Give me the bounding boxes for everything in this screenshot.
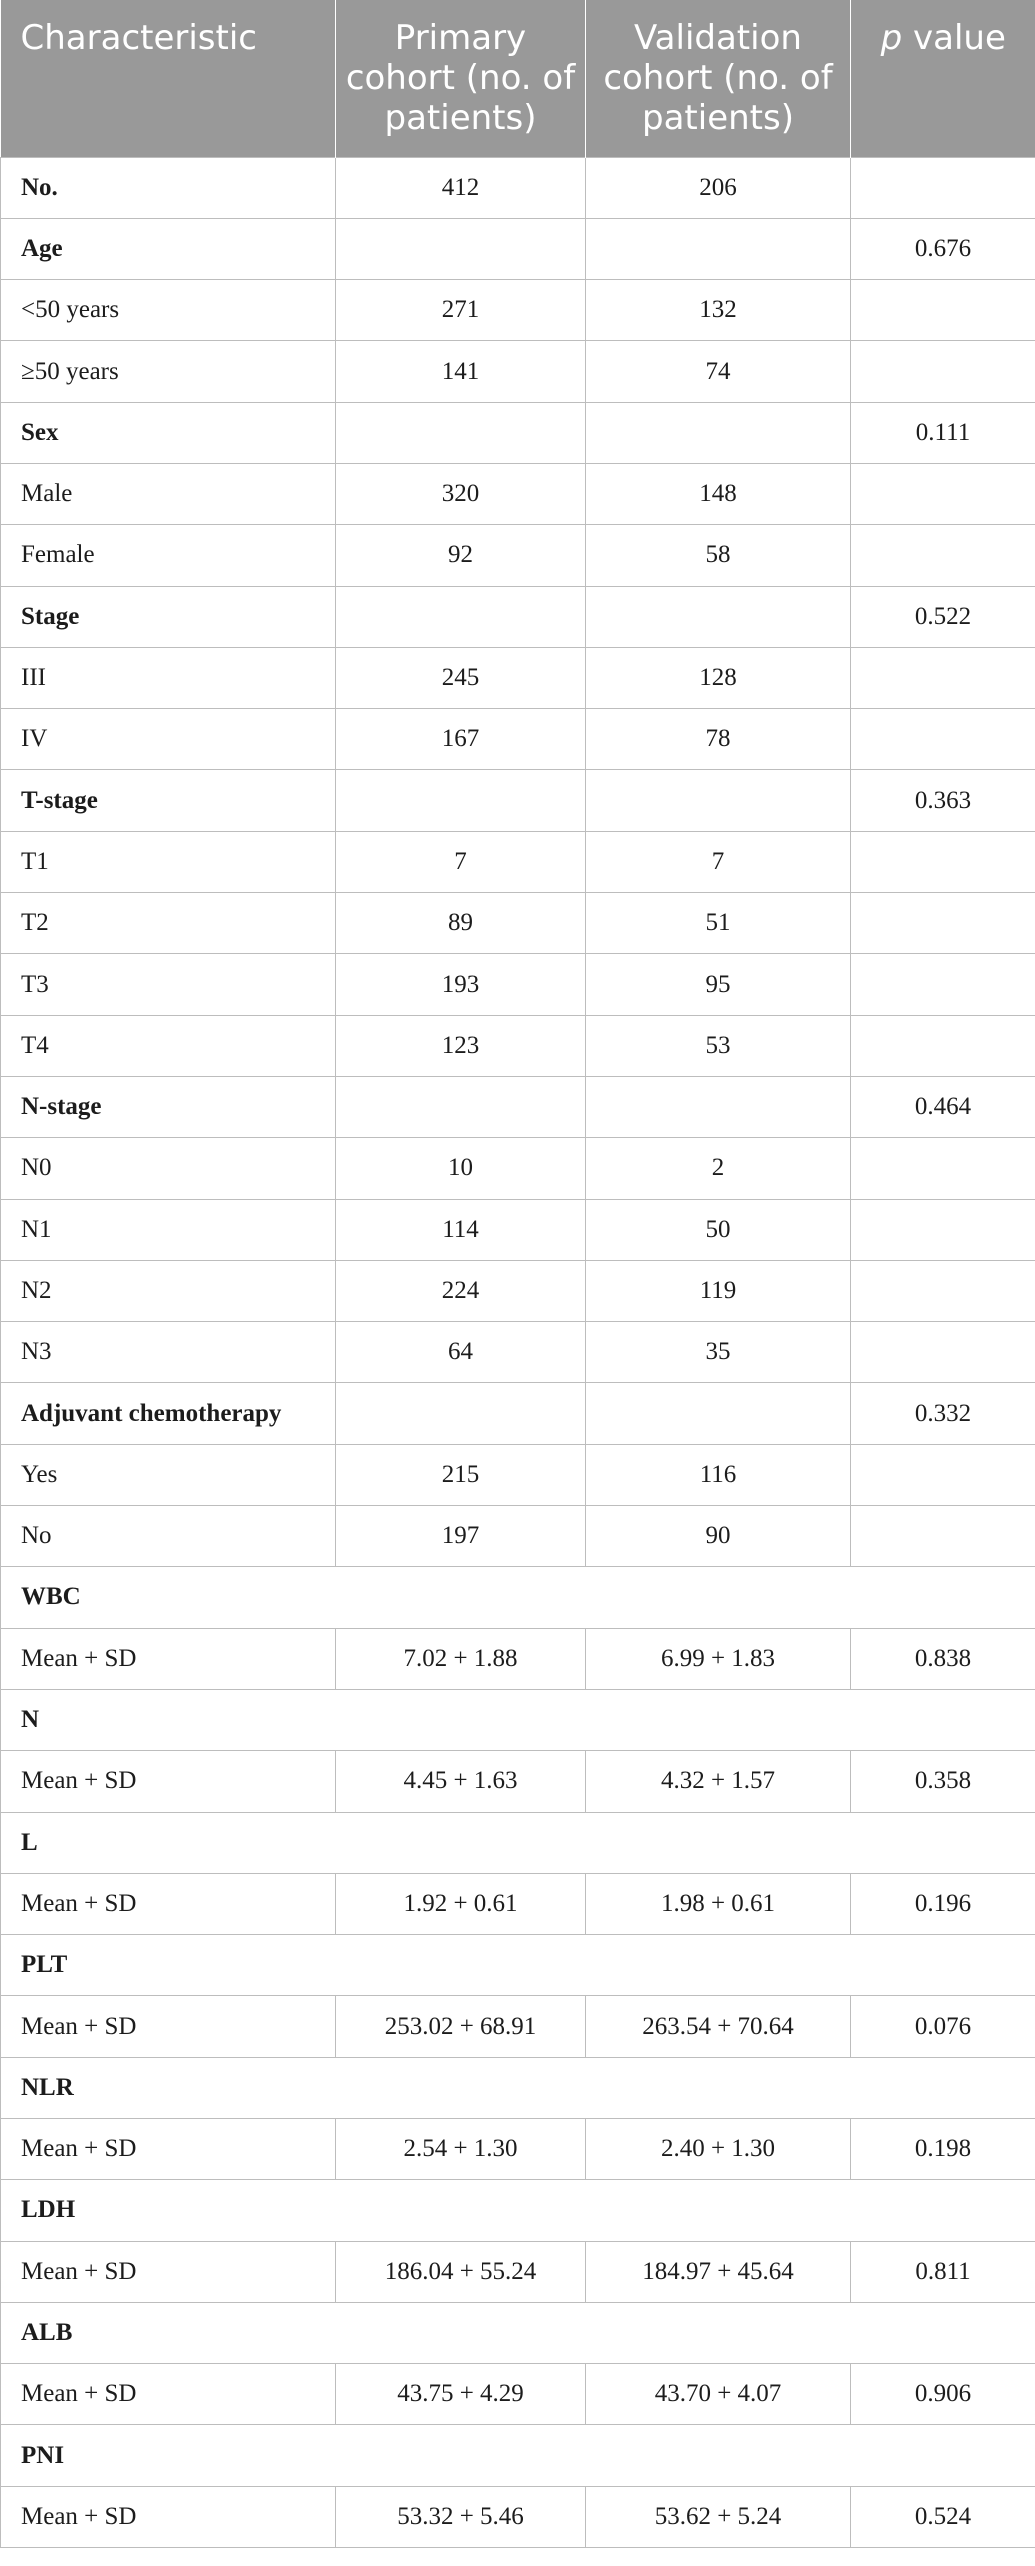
row-label: Mean + SD [1,1873,336,1934]
table-row [1,1444,1035,1505]
table-row [1,280,1035,341]
table-row [1,709,1035,770]
row-label: IV [1,709,336,770]
table-row [1,1689,1035,1750]
validation-cohort-cell [586,218,851,279]
row-label: Adjuvant chemotherapy [1,1383,336,1444]
table-row [1,157,1035,218]
primary-cohort-cell: 193 [336,954,586,1015]
row-label: Mean + SD [1,1996,336,2057]
row-label: Stage [1,586,336,647]
validation-cohort-cell: 2 [586,1138,851,1199]
p-value-cell [851,1199,1035,1260]
validation-cohort-cell: 263.54 + 70.64 [586,1996,851,2057]
primary-cohort-cell: 271 [336,280,586,341]
header-row [1,0,1035,157]
primary-cohort-cell: 197 [336,1506,586,1567]
header-p-value [851,0,1035,157]
row-label: III [1,647,336,708]
validation-cohort-cell: 148 [586,463,851,524]
primary-cohort-cell: 10 [336,1138,586,1199]
row-label: Mean + SD [1,2364,336,2425]
validation-cohort-cell: 4.32 + 1.57 [586,1751,851,1812]
primary-cohort-cell [336,1076,586,1137]
table-header [1,0,1035,157]
table-row [1,1567,1035,1628]
primary-cohort-cell: 2.54 + 1.30 [336,2119,586,2180]
table-row [1,525,1035,586]
primary-cohort-cell: 89 [336,893,586,954]
validation-cohort-cell [586,770,851,831]
primary-cohort-cell [336,586,586,647]
p-value-cell: 0.111 [851,402,1035,463]
table-row [1,1751,1035,1812]
table-row [1,893,1035,954]
primary-cohort-cell: 245 [336,647,586,708]
primary-cohort-cell: 215 [336,1444,586,1505]
row-label: N3 [1,1322,336,1383]
validation-cohort-cell: 116 [586,1444,851,1505]
validation-cohort-cell: 95 [586,954,851,1015]
validation-cohort-cell: 2.40 + 1.30 [586,2119,851,2180]
row-label: T2 [1,893,336,954]
row-label: Mean + SD [1,2119,336,2180]
table-row [1,341,1035,402]
p-value-cell: 0.676 [851,218,1035,279]
p-value-cell [851,954,1035,1015]
primary-cohort-cell: 53.32 + 5.46 [336,2486,586,2547]
row-label: N1 [1,1199,336,1260]
p-value-cell [851,1322,1035,1383]
validation-cohort-cell: 184.97 + 45.64 [586,2241,851,2302]
table-row [1,2302,1035,2363]
table-row [1,218,1035,279]
table-row [1,586,1035,647]
table-row [1,1935,1035,1996]
primary-cohort-cell [336,1383,586,1444]
table-row [1,770,1035,831]
validation-cohort-cell: 43.70 + 4.07 [586,2364,851,2425]
validation-cohort-cell: 50 [586,1199,851,1260]
row-label: No [1,1506,336,1567]
row-label: ≥50 years [1,341,336,402]
row-label: T1 [1,831,336,892]
validation-cohort-cell: 128 [586,647,851,708]
row-group-label: NLR [1,2057,1035,2118]
row-label: Male [1,463,336,524]
table-row [1,1812,1035,1873]
row-label: T4 [1,1015,336,1076]
p-value-cell [851,647,1035,708]
row-label: N2 [1,1260,336,1321]
validation-cohort-cell: 53.62 + 5.24 [586,2486,851,2547]
p-value-cell: 0.524 [851,2486,1035,2547]
p-value-cell: 0.906 [851,2364,1035,2425]
primary-cohort-cell: 412 [336,157,586,218]
validation-cohort-cell: 6.99 + 1.83 [586,1628,851,1689]
primary-cohort-cell: 1.92 + 0.61 [336,1873,586,1934]
p-value-cell [851,831,1035,892]
validation-cohort-cell: 119 [586,1260,851,1321]
validation-cohort-cell [586,586,851,647]
p-value-cell: 0.522 [851,586,1035,647]
table-row [1,1383,1035,1444]
validation-cohort-cell [586,402,851,463]
row-label: Female [1,525,336,586]
table-row [1,2180,1035,2241]
primary-cohort-cell: 114 [336,1199,586,1260]
validation-cohort-cell: 78 [586,709,851,770]
validation-cohort-cell [586,1383,851,1444]
row-label: N-stage [1,1076,336,1137]
validation-cohort-cell: 90 [586,1506,851,1567]
row-label: Mean + SD [1,2486,336,2547]
validation-cohort-cell: 74 [586,341,851,402]
primary-cohort-cell: 253.02 + 68.91 [336,1996,586,2057]
row-label: N0 [1,1138,336,1199]
primary-cohort-cell: 4.45 + 1.63 [336,1751,586,1812]
table-row [1,831,1035,892]
p-value-cell [851,709,1035,770]
table-row [1,1199,1035,1260]
p-value-cell [851,280,1035,341]
row-group-label: L [1,1812,1035,1873]
primary-cohort-cell: 141 [336,341,586,402]
header-validation-cohort: Validation cohort (no. of patients) [586,0,851,157]
row-group-label: PLT [1,1935,1035,1996]
validation-cohort-cell: 1.98 + 0.61 [586,1873,851,1934]
p-value-cell [851,463,1035,524]
table-row [1,1076,1035,1137]
row-label: Age [1,218,336,279]
row-label: <50 years [1,280,336,341]
row-label: T3 [1,954,336,1015]
validation-cohort-cell: 132 [586,280,851,341]
row-label: Mean + SD [1,1751,336,1812]
row-group-label: ALB [1,2302,1035,2363]
row-group-label: WBC [1,1567,1035,1628]
primary-cohort-cell [336,402,586,463]
validation-cohort-cell: 53 [586,1015,851,1076]
validation-cohort-cell [586,1076,851,1137]
table-row [1,2119,1035,2180]
p-value-cell: 0.838 [851,1628,1035,1689]
p-value-cell [851,341,1035,402]
p-value-cell: 0.464 [851,1076,1035,1137]
header-value-text: value [902,18,1006,58]
table-row [1,2364,1035,2425]
primary-cohort-cell: 123 [336,1015,586,1076]
row-group-label: LDH [1,2180,1035,2241]
primary-cohort-cell [336,218,586,279]
primary-cohort-cell: 7.02 + 1.88 [336,1628,586,1689]
p-value-cell: 0.363 [851,770,1035,831]
table-row [1,463,1035,524]
p-value-cell [851,893,1035,954]
row-label: Mean + SD [1,2241,336,2302]
p-value-cell [851,525,1035,586]
header-p-italic: p [880,18,903,58]
table-row [1,1015,1035,1076]
table-body [1,157,1035,2548]
table-row [1,2057,1035,2118]
p-value-cell: 0.076 [851,1996,1035,2057]
p-value-cell: 0.358 [851,1751,1035,1812]
table-row [1,1260,1035,1321]
table-row [1,2486,1035,2547]
table-row [1,1506,1035,1567]
primary-cohort-cell: 64 [336,1322,586,1383]
p-value-cell: 0.332 [851,1383,1035,1444]
validation-cohort-cell: 206 [586,157,851,218]
validation-cohort-cell: 7 [586,831,851,892]
row-label: Yes [1,1444,336,1505]
header-primary-cohort: Primary cohort (no. of patients) [336,0,586,157]
table-row [1,1628,1035,1689]
p-value-cell [851,157,1035,218]
validation-cohort-cell: 51 [586,893,851,954]
table-row [1,2425,1035,2486]
table-row [1,2241,1035,2302]
table-row [1,1322,1035,1383]
row-label: T-stage [1,770,336,831]
row-label: Mean + SD [1,1628,336,1689]
header-characteristic: Characteristic [1,0,336,157]
table-row [1,1996,1035,2057]
primary-cohort-cell: 7 [336,831,586,892]
p-value-cell [851,1506,1035,1567]
table-row [1,1138,1035,1199]
primary-cohort-cell: 92 [336,525,586,586]
primary-cohort-cell: 43.75 + 4.29 [336,2364,586,2425]
row-group-label: N [1,1689,1035,1750]
table-row [1,647,1035,708]
table-row [1,954,1035,1015]
p-value-cell: 0.811 [851,2241,1035,2302]
row-group-label: PNI [1,2425,1035,2486]
primary-cohort-cell: 224 [336,1260,586,1321]
row-label: Sex [1,402,336,463]
table-row [1,402,1035,463]
primary-cohort-cell [336,770,586,831]
p-value-cell [851,1444,1035,1505]
p-value-cell [851,1138,1035,1199]
p-value-cell: 0.198 [851,2119,1035,2180]
validation-cohort-cell: 58 [586,525,851,586]
p-value-cell [851,1015,1035,1076]
primary-cohort-cell: 167 [336,709,586,770]
p-value-cell: 0.196 [851,1873,1035,1934]
primary-cohort-cell: 320 [336,463,586,524]
table-row [1,1873,1035,1934]
primary-cohort-cell: 186.04 + 55.24 [336,2241,586,2302]
validation-cohort-cell: 35 [586,1322,851,1383]
row-label: No. [1,157,336,218]
p-value-cell [851,1260,1035,1321]
